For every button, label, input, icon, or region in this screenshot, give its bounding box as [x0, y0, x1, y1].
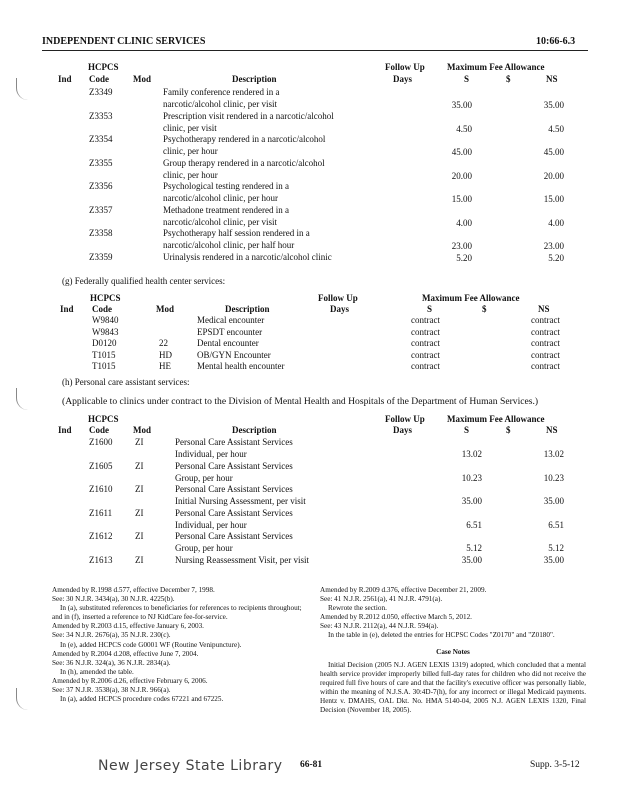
row-code: Z3356 — [89, 181, 113, 191]
col-code: Code — [89, 74, 109, 84]
row-mod: HD — [159, 349, 172, 360]
row-fee-s: 15.00 — [451, 194, 472, 204]
row-description: Psychotherapy rendered in a narcotic/alcohol — [163, 134, 326, 144]
row-fee-ns: 15.00 — [543, 194, 564, 204]
row-mod: ZI — [135, 484, 144, 494]
row-description: Personal Care Assistant Services — [175, 460, 293, 471]
row-fee-ns: 4.00 — [548, 217, 564, 228]
row-fee-ns: 20.00 — [543, 170, 564, 181]
row-fee-ns: contract — [531, 361, 560, 372]
row-code: Z1610 — [89, 484, 113, 494]
row-code: Z3349 — [89, 87, 113, 97]
row-description-cont: Group, per hour — [175, 472, 233, 483]
section-h-title: (h) Personal care assistant services: — [62, 377, 190, 387]
col-ind: Ind — [58, 425, 72, 435]
row-code: Z3359 — [89, 251, 113, 262]
amendment-note: Amended by R.1998 d.577, effective December 7, 1998. — [52, 586, 215, 594]
amendment-note: See: 41 N.J.R. 2561(a), 41 N.J.R. 4791(a). — [320, 595, 443, 604]
row-description-cont: Individual, per hour — [175, 519, 247, 530]
row-fee-ns: 35.00 — [543, 100, 564, 110]
row-description: Prescription visit rendered in a narcotic/alcohol — [163, 110, 334, 121]
row-fee-s: 35.00 — [461, 496, 482, 506]
row-fee-s: contract — [411, 315, 440, 325]
running-header-title: INDEPENDENT CLINIC SERVICES — [42, 36, 206, 47]
row-mod: 22 — [159, 338, 168, 349]
case-notes-text: Initial Decision (2005 N.J. AGEN LEXIS 1319) adopted, which concluded that a mental health service provider improperly billed full-day rates for children who did not receive the required full five hours of care and that the facility's executive officer was personally liable, within the meaning of N.J.S.A. 30:4D-7(h), for any incorrect or illegal Medicaid payments. Hentz v. DMAHS, OAL Dkt. No. HMA 5140-04, 2005 N.J. AGEN LEXIS 1320, Final Decision (November 18, 2005). — [320, 660, 586, 715]
row-fee-ns: 35.00 — [543, 554, 564, 565]
row-fee-ns: contract — [531, 338, 560, 349]
row-fee-ns: 13.02 — [543, 449, 564, 459]
amendment-note: See: 43 N.J.R. 2112(a), 44 N.J.R. 594(a). — [320, 622, 439, 631]
col-days: Days — [330, 304, 350, 314]
row-fee-s: contract — [411, 338, 440, 349]
col-max-fee: Maximum Fee Allowance — [447, 62, 545, 72]
amendment-note: Amended by R.2009 d.376, effective December 21, 2009. — [320, 586, 487, 594]
row-mod: ZI — [135, 554, 144, 565]
amendment-note: In (a), substituted references to beneficiaries for references to recipients throughout; and in (f), inserted a reference to NJ KidCare fee-for-service. — [52, 604, 302, 622]
punch-mark — [16, 688, 31, 710]
row-description-cont: narcotic/alcohol clinic, per half hour — [163, 240, 295, 250]
row-fee-ns: contract — [531, 326, 560, 337]
col-s: S — [427, 304, 433, 314]
row-description: Group therapy rendered in a narcotic/alcohol — [163, 157, 325, 168]
row-fee-ns: 45.00 — [543, 147, 564, 157]
col-description: Description — [232, 425, 277, 435]
amendment-note: Amended by R.2004 d.208, effective June 7, 2004. — [52, 649, 199, 658]
amendment-note: In (h), amended the table. — [60, 667, 134, 676]
col-max-fee: Maximum Fee Allowance — [422, 293, 520, 303]
amendment-note: Amended by R.2003 d.15, effective January 6, 2003. — [52, 622, 204, 631]
row-description-cont: narcotic/alcohol clinic, per hour — [163, 193, 278, 203]
row-fee-ns: contract — [531, 349, 560, 360]
row-fee-ns: 5.20 — [548, 252, 564, 263]
row-description: Family conference rendered in a — [163, 87, 280, 97]
col-ns: NS — [546, 74, 558, 84]
amendment-note: Rewrote the section. — [328, 604, 387, 613]
col-description: Description — [225, 304, 270, 314]
row-fee-s: 13.02 — [461, 449, 482, 459]
row-fee-ns: 10.23 — [543, 472, 564, 483]
row-fee-s: 10.23 — [461, 472, 482, 483]
row-description-cont: Initial Nursing Assessment, per visit — [175, 496, 306, 506]
row-fee-s: 4.00 — [456, 217, 472, 228]
amendment-notes-left — [52, 586, 302, 704]
col-mod: Mod — [133, 74, 151, 84]
row-description: Psychotherapy half session rendered in a — [163, 228, 310, 238]
row-fee-s: 4.50 — [456, 123, 472, 134]
amendment-note: See: 37 N.J.R. 3538(a), 38 N.J.R. 966(a). — [52, 686, 171, 695]
col-ind: Ind — [60, 304, 74, 314]
row-fee-ns: 35.00 — [543, 496, 564, 506]
row-fee-ns: 4.50 — [548, 123, 564, 134]
row-description: Medical encounter — [197, 315, 265, 325]
row-description-cont: clinic, per visit — [163, 122, 217, 133]
row-fee-s: 45.00 — [451, 147, 472, 157]
row-code: Z3355 — [89, 157, 113, 168]
row-description: Urinalysis rendered in a narcotic/alcohol clinic — [163, 251, 332, 262]
punch-mark — [16, 388, 31, 410]
row-code: Z1613 — [89, 554, 113, 565]
row-description: Dental encounter — [197, 338, 259, 349]
row-fee-s: contract — [411, 361, 440, 372]
col-dollar: $ — [506, 425, 511, 435]
row-fee-s: 5.20 — [456, 252, 472, 263]
header-rule — [42, 50, 588, 51]
row-description: OB/GYN Encounter — [197, 349, 271, 360]
amendment-note: See: 36 N.J.R. 324(a), 36 N.J.R. 2834(a). — [52, 658, 171, 667]
row-fee-s: contract — [411, 349, 440, 360]
row-code: D0120 — [92, 338, 117, 349]
row-code: Z3358 — [89, 228, 113, 238]
amendment-note: In (e), added HCPCS code G0001 WF (Routine Venipuncture). — [60, 640, 242, 649]
case-notes-title: Case Notes — [436, 647, 470, 656]
page-number: 66-81 — [300, 760, 323, 770]
library-stamp: New Jersey State Library — [98, 758, 283, 774]
row-description: Nursing Reassessment Visit, per visit — [175, 554, 310, 565]
row-code: T1015 — [92, 361, 116, 372]
row-fee-ns: 6.51 — [548, 519, 564, 530]
amendment-note: In (a), added HCPCS procedure codes 67221 and 67225. — [60, 695, 224, 704]
row-fee-ns: 5.12 — [548, 543, 564, 553]
running-header-section: 10:66-6.3 — [536, 36, 576, 47]
row-code: W9843 — [92, 326, 119, 337]
row-description: Mental health encounter — [197, 361, 285, 372]
amendment-note: In the table in (e), deleted the entries for HCPSC Codes "Z0170" and "Z0180". — [328, 631, 555, 640]
col-code: Code — [89, 425, 109, 435]
row-fee-s: 35.00 — [461, 554, 482, 565]
col-follow-up: Follow Up — [385, 414, 425, 424]
col-days: Days — [393, 425, 413, 435]
col-follow-up: Follow Up — [385, 62, 425, 72]
row-code: T1015 — [92, 349, 116, 360]
section-g-title: (g) Federally qualified health center services: — [62, 276, 226, 286]
row-fee-s: 20.00 — [451, 170, 472, 181]
row-fee-s: 5.12 — [466, 543, 482, 553]
amendment-note: Amended by R.2012 d.050, effective March 5, 2012. — [320, 613, 472, 622]
col-hcpcs: HCPCS — [88, 62, 119, 72]
row-fee-s: 6.51 — [466, 519, 482, 530]
row-description: EPSDT encounter — [197, 326, 263, 337]
row-description: Personal Care Assistant Services — [175, 507, 293, 518]
col-dollar: $ — [482, 304, 487, 314]
col-code: Code — [92, 304, 112, 314]
row-code: Z3354 — [89, 134, 113, 144]
amendment-note: See: 30 N.J.R. 3434(a), 30 N.J.R. 4225(b). — [52, 595, 175, 604]
col-ns: NS — [538, 304, 550, 314]
row-description: Psychological testing rendered in a — [163, 181, 289, 191]
col-hcpcs: HCPCS — [90, 293, 121, 303]
row-code: Z1611 — [89, 507, 113, 518]
row-description-cont: Group, per hour — [175, 543, 233, 553]
row-description-cont: clinic, per hour — [163, 146, 218, 156]
row-description-cont: narcotic/alcohol clinic, per visit — [163, 216, 277, 227]
supplement-date: Supp. 3-5-12 — [530, 760, 580, 770]
col-mod: Mod — [156, 304, 174, 314]
col-max-fee: Maximum Fee Allowance — [447, 414, 545, 424]
row-code: Z1605 — [89, 460, 113, 471]
row-description: Methadone treatment rendered in a — [163, 204, 289, 215]
col-description: Description — [232, 74, 277, 84]
row-fee-ns: contract — [531, 315, 560, 325]
col-mod: Mod — [133, 425, 151, 435]
row-mod: ZI — [135, 531, 144, 541]
amendment-note: Amended by R.2006 d.26, effective February 6, 2006. — [52, 676, 208, 685]
row-description: Personal Care Assistant Services — [175, 531, 293, 541]
col-ns: NS — [546, 425, 558, 435]
row-description: Personal Care Assistant Services — [175, 437, 293, 447]
col-dollar: $ — [506, 74, 511, 84]
col-s: S — [464, 74, 470, 84]
row-fee-s: 35.00 — [451, 100, 472, 110]
punch-mark — [16, 78, 31, 100]
row-description-cont: Individual, per hour — [175, 449, 247, 459]
row-mod: ZI — [135, 460, 144, 471]
col-s: S — [464, 425, 470, 435]
row-description-cont: narcotic/alcohol clinic, per visit — [163, 99, 277, 109]
col-ind: Ind — [58, 74, 72, 84]
row-fee-s: 23.00 — [451, 241, 472, 251]
row-mod: ZI — [135, 507, 144, 518]
row-description: Personal Care Assistant Services — [175, 484, 293, 494]
row-fee-s: contract — [411, 326, 440, 337]
row-mod: HE — [159, 361, 171, 372]
col-hcpcs: HCPCS — [88, 414, 119, 424]
row-code: Z3353 — [89, 110, 113, 121]
amendment-note: See: 34 N.J.R. 2676(a), 35 N.J.R. 230(c). — [52, 631, 171, 640]
amendment-notes-right — [320, 586, 586, 715]
col-days: Days — [393, 74, 413, 84]
row-fee-ns: 23.00 — [543, 241, 564, 251]
row-code: Z1600 — [89, 437, 113, 447]
row-code: Z1612 — [89, 531, 113, 541]
row-description-cont: clinic, per hour — [163, 169, 218, 180]
col-follow-up: Follow Up — [318, 293, 358, 303]
section-h-note: (Applicable to clinics under contract to the Division of Mental Health and Hospitals of the Department of Human Services.) — [62, 396, 539, 407]
row-code: W9840 — [92, 315, 119, 325]
row-mod: ZI — [135, 437, 144, 447]
row-code: Z3357 — [89, 204, 113, 215]
